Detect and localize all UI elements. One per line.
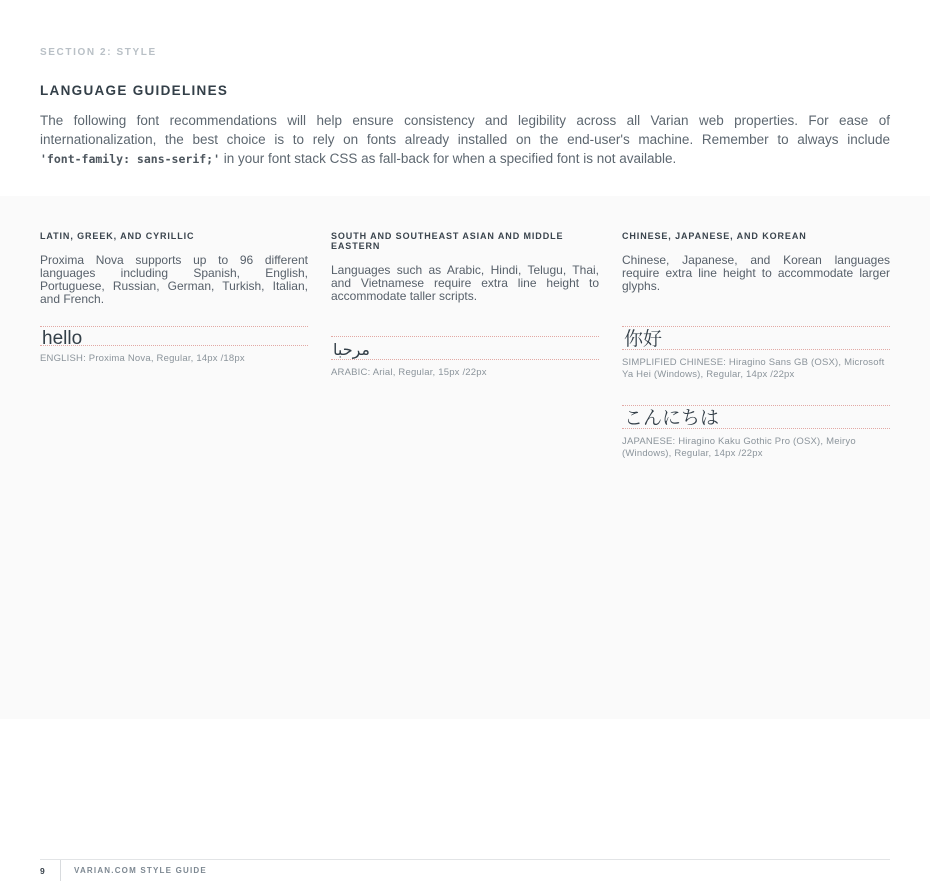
footer-divider [60, 860, 61, 881]
sample-text: 你好 [624, 329, 663, 350]
column-latin-greek-cyrillic [40, 231, 308, 460]
sample-text: こんにちは [624, 408, 720, 429]
page-number: 9 [40, 865, 45, 876]
sample-text: مرحبا [333, 340, 370, 359]
column-header: SOUTH AND SOUTHEAST ASIAN AND MIDDLE EASTERN [331, 231, 564, 251]
footer-row [40, 860, 890, 881]
page-footer [40, 859, 890, 881]
baseline-rule-box [40, 326, 308, 349]
sample-caption: SIMPLIFIED CHINESE: Hiragino Sans GB (OSX), Microsoft Ya Hei (Windows), Regular, 14px /22px [622, 357, 885, 380]
intro-code-snippet: 'font-family: sans-serif;' [40, 152, 221, 166]
column-south-southeast-asian-middle-eastern [331, 231, 599, 460]
baseline-rule-box [331, 336, 599, 360]
sample-caption: ENGLISH: Proxima Nova, Regular, 14px /18px [40, 353, 245, 364]
footer-label: VARIAN.COM STYLE GUIDE [74, 866, 207, 875]
font-sample-japanese [622, 405, 890, 460]
section-label: SECTION 2: STYLE [40, 47, 157, 58]
column-description: Chinese, Japanese, and Korean languages require extra line height to accommodate larger glyphs. [622, 253, 890, 293]
page-title: LANGUAGE GUIDELINES [40, 83, 229, 98]
font-sample-simplified-chinese [622, 326, 890, 381]
column-description: Proxima Nova supports up to 96 different languages including Spanish, English, Portuguese, Russian, German, Turkish, Italian, and French. [40, 253, 308, 306]
intro-paragraph [40, 111, 890, 169]
intro-text-before: The following font recommendations will help ensure consistency and legibility across all Varian web properties. For ease of internationalization, the best choice is to rely on fonts already installed on the end-user's machine. Remember to always include [40, 113, 890, 147]
intro-text-after: in your font stack CSS as fall-back for when a specified font is not available. [220, 151, 677, 166]
baseline-rule-box [622, 326, 890, 350]
column-header: LATIN, GREEK, AND CYRILLIC [40, 231, 195, 241]
column-description: Languages such as Arabic, Hindi, Telugu, Thai, and Vietnamese require extra line height to accommodate taller scripts. [331, 263, 599, 303]
sample-caption: ARABIC: Arial, Regular, 15px /22px [331, 367, 487, 378]
sample-caption: JAPANESE: Hiragino Kaku Gothic Pro (OSX), Meiryo (Windows), Regular, 14px /22px [622, 436, 856, 459]
column-chinese-japanese-korean [622, 231, 890, 460]
font-sample-english [40, 326, 308, 365]
column-header: CHINESE, JAPANESE, AND KOREAN [622, 231, 807, 241]
language-columns [0, 196, 930, 460]
page-header [0, 0, 930, 169]
font-sample-arabic [331, 336, 599, 379]
sample-text: hello [42, 328, 83, 349]
baseline-rule-box [622, 405, 890, 429]
content-section [0, 196, 930, 876]
